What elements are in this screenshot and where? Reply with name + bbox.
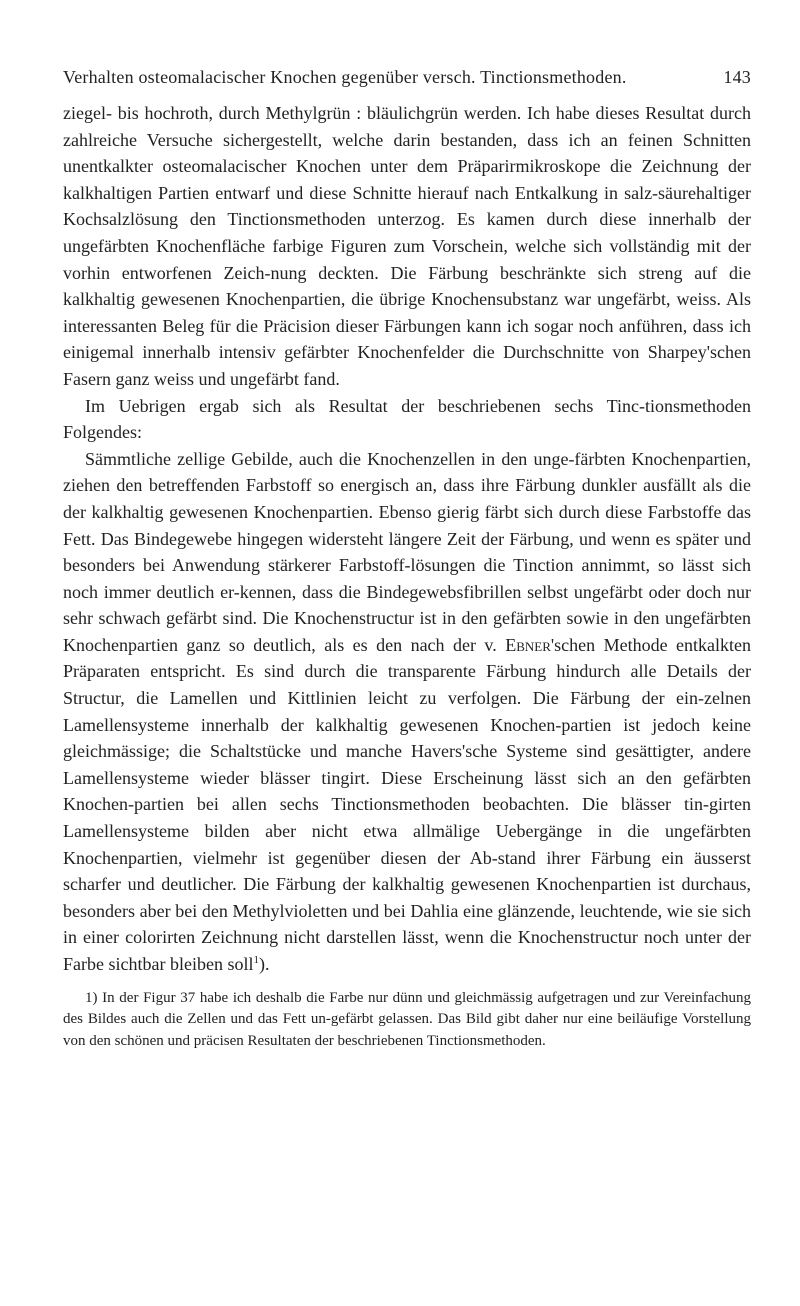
running-head [63, 66, 751, 88]
body-text [63, 100, 751, 978]
running-head-title: Verhalten osteomalacischer Knochen gegenüber versch. Tinctionsmethoden. [63, 67, 627, 87]
footnote-text: In der Figur 37 habe ich deshalb die Farbe nur dünn und gleichmässig aufgetragen und zur Vereinfachung des Bildes auch die Zellen und das Fett un-gefärbt gelassen. Das Bild gibt daher nur eine beiläufige Vorstellung von den schönen und präcisen Resultaten der beschriebenen Tinctionsmethoden. [63, 989, 751, 1049]
footnote-paragraph [63, 988, 751, 1053]
paragraph-3-part-2: 'schen Methode entkalkten Präparaten entspricht. Es sind durch die transparente Färbung hindurch alle Details der Structur, die Lamellen und Kittlinien leicht zu verfolgen. Die Färbung der ein-zelnen Lamellensysteme innerhalb der kalkhaltig gewesenen Knochen-partien ist jedoch keine gleichmässige; die Schaltstücke und manche Havers'sche Systeme sind gesättigter, andere Lamellensysteme wieder blässer tingirt. Diese Erscheinung lässt sich an den gefärbten Knochen-partien bei allen sechs Tinctionsmethoden beobachten. Die blässer tin-girten Lamellensysteme bilden aber nicht etwa allmälige Uebergänge in die ungefärbten Knochenpartien, vielmehr ist gegenüber diesen der Ab-stand ihrer Färbung ein äusserst scharfer und deutlicher. Die Färbung der kalkhaltig gewesenen Knochenpartien ist durchaus, besonders aber bei den Methylvioletten und bei Dahlia eine glänzende, leuchtende, wie sie sich in einer colorirten Zeichnung nicht darstellen lässt, wenn die Knochenstructur noch unter der Farbe sichtbar bleiben soll [63, 634, 751, 974]
page-number: 143 [723, 67, 751, 87]
paragraph-3-end: ). [258, 954, 270, 974]
book-page [63, 66, 751, 1052]
footnote-reference: 1 [253, 954, 259, 966]
paragraph-3 [63, 446, 751, 978]
paragraph-2: Im Uebrigen ergab sich als Resultat der beschriebenen sechs Tinc-tionsmethoden Folgendes: [63, 395, 751, 443]
paragraph-1: ziegel- bis hochroth, durch Methylgrün : bläulichgrün werden. Ich habe dieses Resultat durch zahlreiche Versuche sichergestellt, welche darin bestanden, dass ich an feinen Schnitten unentkalkter osteomalacischer Knochen unter dem Präparirmikroskope die Zeichnung der kalkhaltigen Partien entwarf und diese Schnitte hierauf nach Entkalkung in salz-säurehaltiger Kochsalzlösung den Tinctionsmethoden unterzog. Es kamen durch diese innerhalb der ungefärbten Knochenfläche farbige Figuren zum Vorschein, welche sich vollständig mit der vorhin entworfenen Zeich-nung deckten. Die Färbung beschränkte sich streng auf die kalkhaltig gewesenen Knochenpartien, die übrige Knochensubstanz war ungefärbt, weiss. Als interessanten Beleg für die Präcision dieser Färbungen kann ich sogar noch anführen, dass ich einigemal innerhalb intensiv gefärbter Knochenfelder die Durchschnitte von Sharpey'schen Fasern ganz weiss und ungefärbt fand. [63, 103, 751, 389]
footnote [63, 988, 751, 1053]
footnote-marker: 1) [85, 989, 98, 1006]
paragraph-3-part-1: Sämmtliche zellige Gebilde, auch die Knochenzellen in den unge-färbten Knochenpartien, ziehen den betreffenden Farbstoff so energisch an, dass ihre Färbung dunkler ausfällt als die der kalkhaltig gewesenen Knochenpartien. Ebenso gierig färbt sich durch diese Farbstoffe das Fett. Das Bindegewebe hingegen widersteht längere Zeit der Färbung, und wenn es später und besonders bei Anwendung stärkerer Farbstoff-lösungen die Tinction annimmt, so lässt sich noch immer deutlich er-kennen, dass die Bindegewebsfibrillen selbst ungefärbt oder doch nur sehr schwach gefärbt sind. Die Knochenstructur ist in den gefärbten sowie in den ungefärbten Knochenpartien ganz so deutlich, als es den nach der v. [63, 448, 751, 655]
author-name-ebner: Ebner [505, 634, 551, 655]
